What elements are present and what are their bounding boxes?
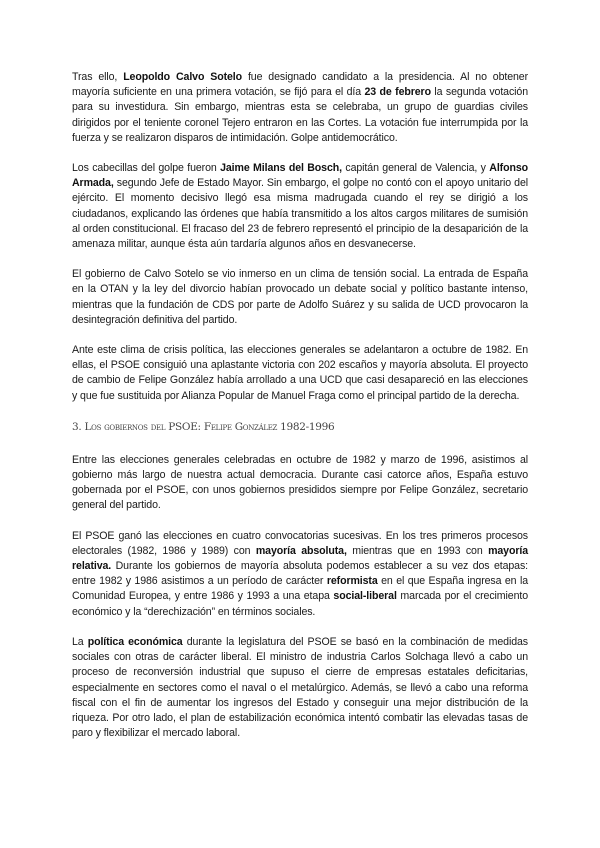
text-run: El gobierno de Calvo Sotelo se vio inmerso en un clima de tensión social. La entrada de España en la OTAN y la ley del divorcio habían provocado un debate social y político bastante intenso, mientras que la fundación de CDS por parte de Adolfo Suárez y su salida de UCD provocaron la desintegración definitiva del partido. (72, 268, 528, 326)
bold-text: mayoría relativa. (72, 544, 528, 573)
text-run: Tras ello, (72, 71, 124, 83)
bold-text: reformista (326, 575, 378, 588)
bold-text: 23 de febrero (364, 86, 431, 99)
paragraph-7 (72, 635, 528, 741)
text-run: la segunda votación para su investidura. Sin embargo, mientras esta se celebraba, un grupo de guardias civiles dirigidos por el teniente coronel Tejero entraron en las Cortes. La votación fue interrumpida por la fuerza y se realizaron disparos de intimidación. Golpe antidemocrático. (72, 86, 528, 144)
text-run: durante la legislatura del PSOE se basó en la combinación de medidas sociales con otras de carácter liberal. El ministro de industria Carlos Solchaga llevó a cabo un proceso de reconversión industrial que supuso el cierre de empresas estatales deficitarias, especialmente en sectores como el naval o el metalúrgico. Además, se llevó a cabo una reforma fiscal con el fin de aumentar los ingresos del Estado y conseguir una mejor distribución de la riqueza. Por otro lado, el plan de estabilización económica intentó combatir las elevadas tasas de paro y flexibilizar el mercado laboral. (72, 635, 528, 740)
section-heading: 3. Los gobiernos del PSOE: Felipe González 1982-1996 (72, 420, 335, 433)
paragraph-2 (72, 161, 528, 252)
bold-text: Leopoldo Calvo Sotelo (123, 71, 243, 83)
text-run: Ante este clima de crisis política, las elecciones generales se adelantaron a octubre de 1982. En ellas, el PSOE consiguió una aplastante victoria con 202 escaños y mayoría absoluta. El proyecto de cambio de Felipe González había arrollado a una UCD que casi desapareció en las elecciones y que fue sustituida por Alianza Popular de Manuel Fraga como el principal partido de la derecha. (72, 344, 528, 402)
paragraph-3 (72, 267, 528, 328)
text-run: Los cabecillas del golpe fueron (72, 162, 221, 175)
text-run: La (72, 635, 88, 648)
text-run: segundo Jefe de Estado Mayor. Sin embargo, el golpe no contó con el apoyo unitario del ejército. El momento decisivo llegó esa misma madrugada cuando el rey se dirigió a los ciudadanos, explicando las órdenes que había transmitido a los altos cargos militares de sumisión al orden constitucional. El fracaso del 23 de febrero representó el principio de la desaparición de la amenaza militar, aunque ésta aún tardaría algunos años en desvanecerse. (72, 177, 528, 251)
bold-text: Alfonso Armada, (72, 162, 528, 190)
paragraph-1 (72, 70, 528, 146)
bold-text: Jaime Milans del Bosch, (220, 162, 342, 175)
paragraph-4 (72, 343, 528, 404)
text-run: Durante los gobiernos de mayoría absoluta podemos establecer a su vez dos etapas: entre 1982 y 1986 asistimos a un período de carácter (72, 560, 528, 588)
text-run: mientras que en 1993 con (346, 544, 489, 557)
text-run: Entre las elecciones generales celebradas en octubre de 1982 y marzo de 1996, asistimos al gobierno más largo de nuestra actual democracia. Durante casi catorce años, España estuvo gobernada por el PSOE, con unos gobiernos presididos siempre por Felipe González, secretario general del partido. (72, 453, 528, 512)
text-run: fue designado candidato a la presidencia. Al no obtener mayoría suficiente en una primera votación, se fijó para el día (72, 71, 529, 99)
text-run: capitán general de Valencia, y (341, 162, 490, 175)
bold-text: mayoría absoluta, (255, 544, 347, 557)
text-run: El PSOE ganó las elecciones en cuatro convocatorias sucesivas. En los tres primeros procesos electorales (1982, 1986 y 1989) con (72, 529, 528, 557)
paragraph-5 (72, 453, 528, 514)
text-run: marcada por el crecimiento económico y la “derechización” en términos sociales. (72, 590, 528, 618)
bold-text: social-liberal (333, 590, 397, 603)
document-body (72, 70, 528, 756)
text-run: en el que España ingresa en la Comunidad Europea, y entre 1986 y 1993 a una etapa (72, 575, 528, 603)
paragraph-6 (72, 529, 528, 620)
bold-text: política económica (87, 635, 183, 648)
